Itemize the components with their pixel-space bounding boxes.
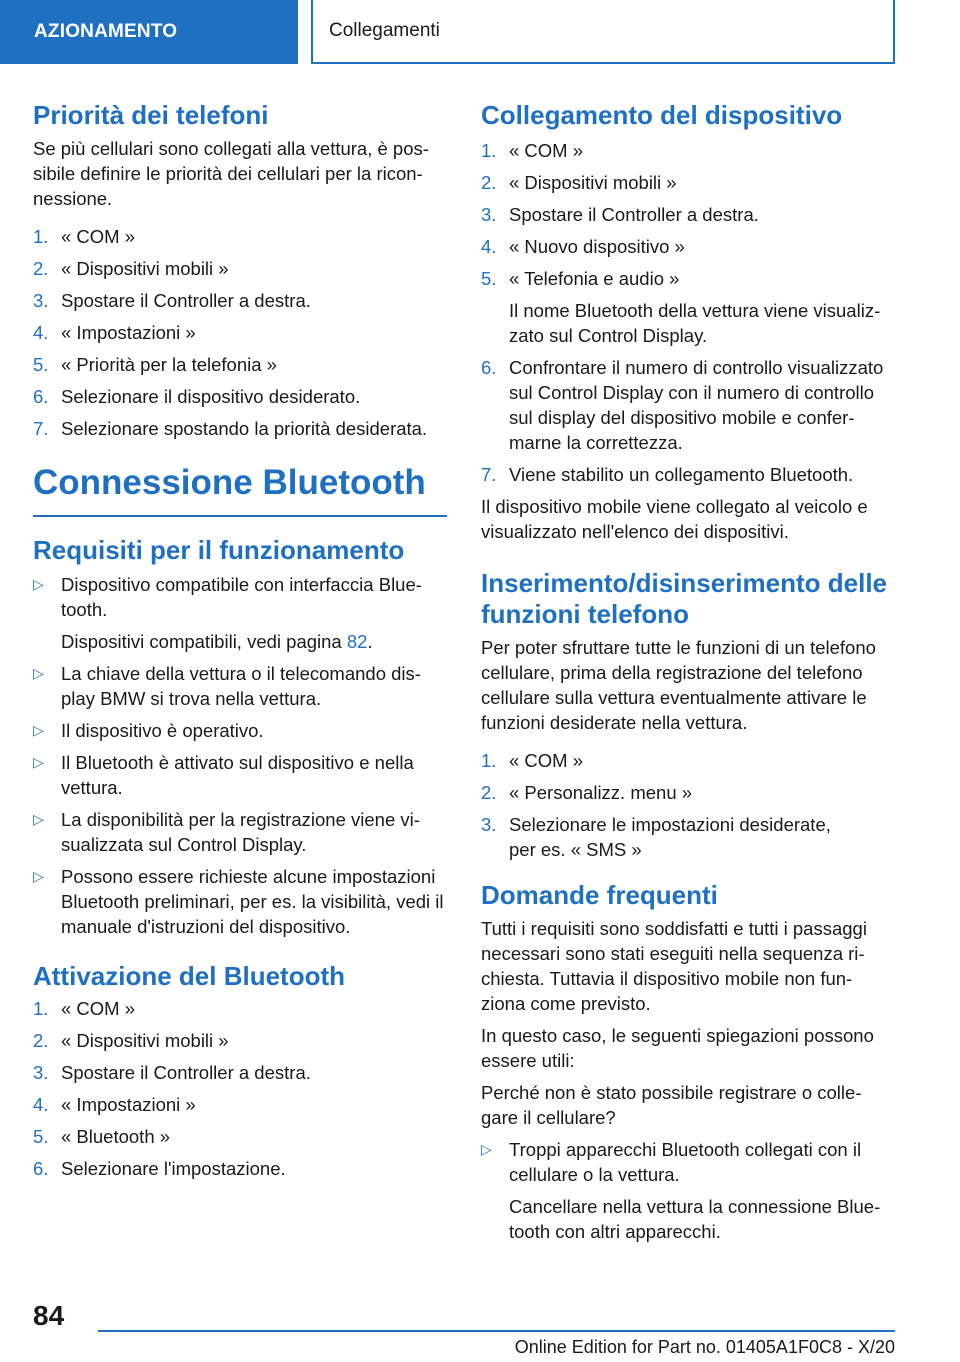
chapter-label: Collegamenti [329, 20, 440, 41]
list-item: ▷ Troppi apparecchi Bluetooth collegati con il cellulare o la vettura. Cancellare nella vettura la connessione Blue-tooth con altri apparecchi. [481, 1139, 881, 1242]
list-item: 3. Selezionare le impostazioni desiderate, per es. « SMS » [481, 814, 831, 860]
triangle-bullet-icon: ▷ [33, 754, 44, 770]
list-item: 6. Confrontare il numero di controllo visualizzato sul Control Display con il numero di controllo sul display del dispositivo mobile e confer-marne la correttezza. [481, 357, 884, 453]
list-item: 1. « COM » [481, 140, 584, 161]
edition-text: Online Edition for Part no. 01405A1F0C8 - X/20 [514, 1337, 895, 1357]
section-title-device-connection: Collegamento del dispositivo [481, 100, 843, 130]
list-item: 2. « Dispositivi mobili » [33, 1030, 229, 1051]
list-item: 7. Selezionare spostando la priorità desiderata. [33, 418, 428, 439]
list-item: 1. « COM » [481, 750, 584, 771]
steps-phone-functions [481, 748, 895, 862]
list-item: 4. « Impostazioni » [33, 1094, 196, 1115]
section-label: AZIONAMENTO [34, 21, 178, 42]
list-item: ▷ Il Bluetooth è attivato sul dispositivo e nella vettura. [33, 752, 414, 798]
intro-text: Se più cellulari sono collegati alla vettura, è pos-sibile definire le priorità dei cellulari per la ricon-nessione. [33, 138, 429, 209]
requirements-list [33, 572, 447, 939]
list-item: ▷ La disponibilità per la registrazione viene vi-sualizzata sul Control Display. [33, 809, 420, 855]
list-item: 5. « Priorità per la telefonia » [33, 354, 277, 375]
triangle-bullet-icon: ▷ [33, 811, 44, 827]
section-title-phone-priority: Priorità dei telefoni [33, 100, 269, 130]
list-item: ▷ Il dispositivo è operativo. [33, 720, 264, 741]
triangle-bullet-icon: ▷ [33, 722, 44, 738]
section-tab [0, 0, 298, 64]
list-item: 3. Spostare il Controller a destra. [481, 204, 759, 225]
list-item: 7. Viene stabilito un collegamento Bluetooth. [481, 464, 854, 485]
faq-paragraph: In questo caso, le seguenti spiegazioni possono essere utili: [481, 1025, 874, 1071]
phone-functions-intro: Per poter sfruttare tutte le funzioni di un telefono cellulare, prima della registrazione del telefono cellulare sulla vettura eventualmente attivare le funzioni desiderate nella vettura. [481, 637, 876, 733]
list-item: ▷ Possono essere richieste alcune impostazioni Bluetooth preliminari, per es. la visibilità, vedi il manuale d'istruzioni del dispositivo. [33, 866, 444, 937]
left-column [33, 100, 447, 1188]
list-item: 2. « Dispositivi mobili » [33, 258, 229, 279]
list-item: 1. « COM » [33, 998, 136, 1019]
section-title-requirements: Requisiti per il funzionamento [33, 535, 405, 565]
list-item: ▷ La chiave della vettura o il telecomando dis-play BMW si trova nella vettura. [33, 663, 421, 709]
triangle-bullet-icon: ▷ [33, 868, 44, 884]
list-item: 4. « Nuovo dispositivo » [481, 236, 685, 257]
list-item: 5. « Bluetooth » [33, 1126, 171, 1147]
section-title-bluetooth-activation: Attivazione del Bluetooth [33, 961, 345, 991]
steps-device-connection [481, 138, 895, 487]
section-title-faq: Domande frequenti [481, 880, 718, 910]
triangle-bullet-icon: ▷ [33, 665, 44, 681]
list-item: 5. « Telefonia e audio » Il nome Bluetooth della vettura viene visualiz-zato sul Control Display. [481, 268, 881, 346]
page-link[interactable]: 82 [346, 631, 368, 652]
chapter-box [311, 0, 895, 64]
list-item: 2. « Dispositivi mobili » [481, 172, 677, 193]
list-item: 2. « Personalizz. menu » [481, 782, 693, 803]
faq-answers [481, 1137, 895, 1244]
list-item: 6. Selezionare l'impostazione. [33, 1158, 286, 1179]
footer-divider [98, 1330, 895, 1332]
list-item: 6. Selezionare il dispositivo desiderato. [33, 386, 361, 407]
right-column [481, 100, 895, 1251]
faq-question: Perché non è stato possibile registrare o colle-gare il cellulare? [481, 1082, 862, 1128]
list-item: 3. Spostare il Controller a destra. [33, 1062, 311, 1083]
triangle-bullet-icon: ▷ [33, 576, 44, 592]
chapter-title-bluetooth: Connessione Bluetooth [33, 461, 447, 517]
list-item: 3. Spostare il Controller a destra. [33, 290, 311, 311]
list-item: 4. « Impostazioni » [33, 322, 196, 343]
connection-result-text: Il dispositivo mobile viene collegato al veicolo e visualizzato nell'elenco dei dispositivi. [481, 496, 868, 542]
faq-paragraph: Tutti i requisiti sono soddisfatti e tutti i passaggi necessari sono stati eseguiti nella sequenza ri-chiesta. Tuttavia il dispositivo mobile non fun-ziona come previsto. [481, 918, 867, 1014]
steps-phone-priority [33, 224, 447, 441]
list-item: ▷ Dispositivo compatibile con interfaccia Blue-tooth. Dispositivi compatibili, vedi pagina 82. [33, 574, 422, 652]
triangle-bullet-icon: ▷ [481, 1141, 492, 1157]
list-item: 1. « COM » [33, 226, 136, 247]
section-title-phone-functions: Inserimento/disinserimento delle funzioni telefono [481, 568, 887, 629]
page-number: 84 [33, 1300, 65, 1331]
steps-bluetooth-activation [33, 996, 447, 1181]
